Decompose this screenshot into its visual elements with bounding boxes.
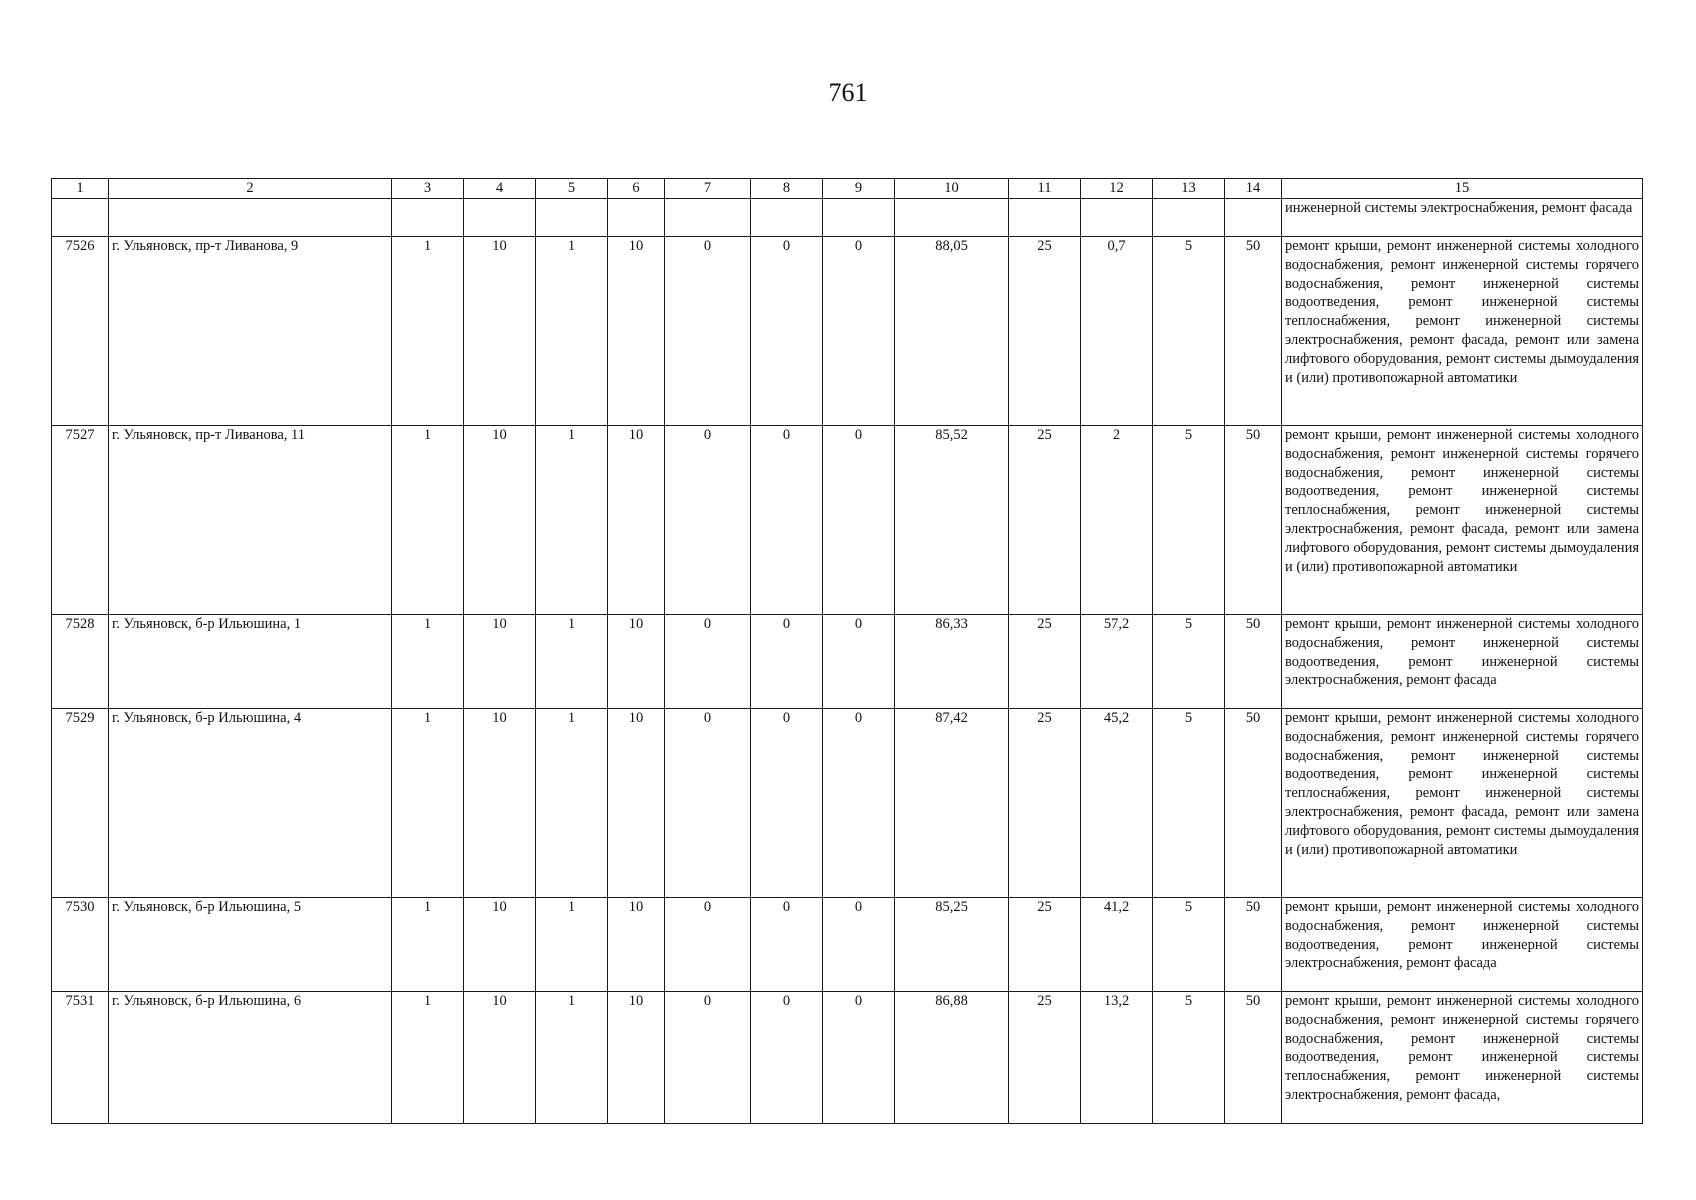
house-address: г. Ульяновск, б-р Ильюшина, 5 <box>109 898 392 992</box>
record-number: 7531 <box>52 992 109 1124</box>
table-cell: 86,33 <box>895 615 1009 709</box>
table-cell <box>1081 199 1153 237</box>
table-cell: 0 <box>665 992 751 1124</box>
table-cell <box>751 199 823 237</box>
table-cell: 0 <box>823 709 895 898</box>
record-number: 7530 <box>52 898 109 992</box>
table-cell: 0 <box>823 426 895 615</box>
table-cell: 10 <box>464 709 536 898</box>
repair-work-description: ремонт крыши, ремонт инженерной системы холодного водоснабжения, ремонт инженерной системы горячего водоснабжения, ремонт инженерной системы водоотведения, ремонт инженерной системы теплоснабжения, ремонт инженерной системы электроснабжения, ремонт фасада, ремонт или замена лифтового оборудования, ремонт системы дымоудаления и (или) противопожарной автоматики <box>1282 709 1643 898</box>
table-cell: 0 <box>823 237 895 426</box>
repair-work-description: ремонт крыши, ремонт инженерной системы холодного водоснабжения, ремонт инженерной системы горячего водоснабжения, ремонт инженерной системы водоотведения, ремонт инженерной системы теплоснабжения, ремонт инженерной системы электроснабжения, ремонт фасада, ремонт или замена лифтового оборудования, ремонт системы дымоудаления и (или) противопожарной автоматики <box>1282 237 1643 426</box>
column-header: 8 <box>751 179 823 199</box>
table-cell: 0 <box>751 709 823 898</box>
table-cell: 13,2 <box>1081 992 1153 1124</box>
table-cell: 10 <box>608 237 665 426</box>
table-cell: 1 <box>536 992 608 1124</box>
table-cell <box>608 199 665 237</box>
repair-work-description: ремонт крыши, ремонт инженерной системы холодного водоснабжения, ремонт инженерной системы водоотведения, ремонт инженерной системы электроснабжения, ремонт фасада <box>1282 898 1643 992</box>
table-row <box>52 992 1643 1124</box>
table-cell: 1 <box>536 237 608 426</box>
table-cell: 1 <box>536 615 608 709</box>
table-row <box>52 237 1643 426</box>
table-cell: 0 <box>665 709 751 898</box>
table-cell: 45,2 <box>1081 709 1153 898</box>
table-cell: 0 <box>665 898 751 992</box>
table-cell: 85,25 <box>895 898 1009 992</box>
table-cell: 50 <box>1225 426 1282 615</box>
house-address: г. Ульяновск, пр-т Ливанова, 11 <box>109 426 392 615</box>
table-cell: 0 <box>751 426 823 615</box>
table-row <box>52 426 1643 615</box>
table-cell: 10 <box>608 426 665 615</box>
table-cell: 10 <box>608 709 665 898</box>
table-cell: 1 <box>536 898 608 992</box>
table-cell: 0 <box>751 898 823 992</box>
table-cell: 5 <box>1153 992 1225 1124</box>
table-cell <box>1225 199 1282 237</box>
table-cell: 86,88 <box>895 992 1009 1124</box>
table-cell: 25 <box>1009 898 1081 992</box>
table-cell <box>464 199 536 237</box>
table-cell: 57,2 <box>1081 615 1153 709</box>
record-number: 7528 <box>52 615 109 709</box>
table-cell: 0 <box>823 898 895 992</box>
table-cell: 10 <box>464 615 536 709</box>
repair-work-description: ремонт крыши, ремонт инженерной системы холодного водоснабжения, ремонт инженерной системы горячего водоснабжения, ремонт инженерной системы водоотведения, ремонт инженерной системы теплоснабжения, ремонт инженерной системы электроснабжения, ремонт фасада, ремонт или замена лифтового оборудования, ремонт системы дымоудаления и (или) противопожарной автоматики <box>1282 426 1643 615</box>
table-cell: 87,42 <box>895 709 1009 898</box>
table-cell: 50 <box>1225 898 1282 992</box>
repair-work-description: ремонт крыши, ремонт инженерной системы холодного водоснабжения, ремонт инженерной системы горячего водоснабжения, ремонт инженерной системы водоотведения, ремонт инженерной системы теплоснабжения, ремонт инженерной системы электроснабжения, ремонт фасада, <box>1282 992 1643 1124</box>
table-cell <box>536 199 608 237</box>
table-cell: 1 <box>392 992 464 1124</box>
house-address: г. Ульяновск, б-р Ильюшина, 6 <box>109 992 392 1124</box>
table-cell: 2 <box>1081 426 1153 615</box>
table-cell: 0 <box>751 992 823 1124</box>
table-cell: 0 <box>751 237 823 426</box>
table-cell <box>109 199 392 237</box>
table-cell <box>392 199 464 237</box>
table-cell: 10 <box>608 992 665 1124</box>
house-address: г. Ульяновск, б-р Ильюшина, 4 <box>109 709 392 898</box>
table-cell: 1 <box>392 237 464 426</box>
column-header: 12 <box>1081 179 1153 199</box>
table-cell: 5 <box>1153 237 1225 426</box>
table-cell: 5 <box>1153 615 1225 709</box>
column-header: 14 <box>1225 179 1282 199</box>
table-cell: 1 <box>536 426 608 615</box>
column-header: 10 <box>895 179 1009 199</box>
table-cell: 50 <box>1225 992 1282 1124</box>
table-cell: 88,05 <box>895 237 1009 426</box>
table-cell <box>1009 199 1081 237</box>
column-header: 4 <box>464 179 536 199</box>
table-cell: 0 <box>823 615 895 709</box>
table-cell: 0 <box>823 992 895 1124</box>
table-cell: 0 <box>665 237 751 426</box>
column-header: 2 <box>109 179 392 199</box>
column-header: 3 <box>392 179 464 199</box>
house-address: г. Ульяновск, пр-т Ливанова, 9 <box>109 237 392 426</box>
continuation-row <box>52 199 1643 237</box>
table-cell: 1 <box>392 898 464 992</box>
house-address: г. Ульяновск, б-р Ильюшина, 1 <box>109 615 392 709</box>
table-cell: 85,52 <box>895 426 1009 615</box>
table-cell: 10 <box>464 898 536 992</box>
table-cell: 5 <box>1153 426 1225 615</box>
record-number: 7527 <box>52 426 109 615</box>
table-cell <box>1153 199 1225 237</box>
table-cell: 25 <box>1009 992 1081 1124</box>
table-cell: 10 <box>464 992 536 1124</box>
table-cell: 25 <box>1009 426 1081 615</box>
table-row <box>52 898 1643 992</box>
table-cell: 25 <box>1009 709 1081 898</box>
column-header: 11 <box>1009 179 1081 199</box>
table-cell: 10 <box>464 237 536 426</box>
column-header: 15 <box>1282 179 1643 199</box>
table-cell: 1 <box>392 709 464 898</box>
column-header: 5 <box>536 179 608 199</box>
column-header: 1 <box>52 179 109 199</box>
table-row <box>52 615 1643 709</box>
table-cell: 0 <box>665 615 751 709</box>
table-cell <box>823 199 895 237</box>
repair-registry-table <box>51 178 1643 1124</box>
column-header: 13 <box>1153 179 1225 199</box>
table-cell: 50 <box>1225 615 1282 709</box>
table-cell: 0,7 <box>1081 237 1153 426</box>
table-cell: 50 <box>1225 237 1282 426</box>
column-header: 7 <box>665 179 751 199</box>
table-cell: 25 <box>1009 237 1081 426</box>
record-number: 7529 <box>52 709 109 898</box>
repair-work-description: инженерной системы электроснабжения, ремонт фасада <box>1282 199 1643 237</box>
table-cell: 1 <box>392 426 464 615</box>
table-cell: 0 <box>665 426 751 615</box>
table-row <box>52 709 1643 898</box>
table-cell: 50 <box>1225 709 1282 898</box>
table-cell: 1 <box>392 615 464 709</box>
table-cell <box>52 199 109 237</box>
table-cell: 1 <box>536 709 608 898</box>
table-cell <box>895 199 1009 237</box>
table-cell: 10 <box>608 898 665 992</box>
column-header: 9 <box>823 179 895 199</box>
table-cell <box>665 199 751 237</box>
table-cell: 0 <box>751 615 823 709</box>
repair-work-description: ремонт крыши, ремонт инженерной системы холодного водоснабжения, ремонт инженерной системы водоотведения, ремонт инженерной системы электроснабжения, ремонт фасада <box>1282 615 1643 709</box>
column-header: 6 <box>608 179 665 199</box>
table-cell: 5 <box>1153 898 1225 992</box>
table-cell: 41,2 <box>1081 898 1153 992</box>
page-number: 761 <box>828 78 868 107</box>
table-cell: 5 <box>1153 709 1225 898</box>
column-number-header-row <box>52 179 1643 199</box>
table-cell: 10 <box>608 615 665 709</box>
record-number: 7526 <box>52 237 109 426</box>
table-cell: 10 <box>464 426 536 615</box>
table-cell: 25 <box>1009 615 1081 709</box>
